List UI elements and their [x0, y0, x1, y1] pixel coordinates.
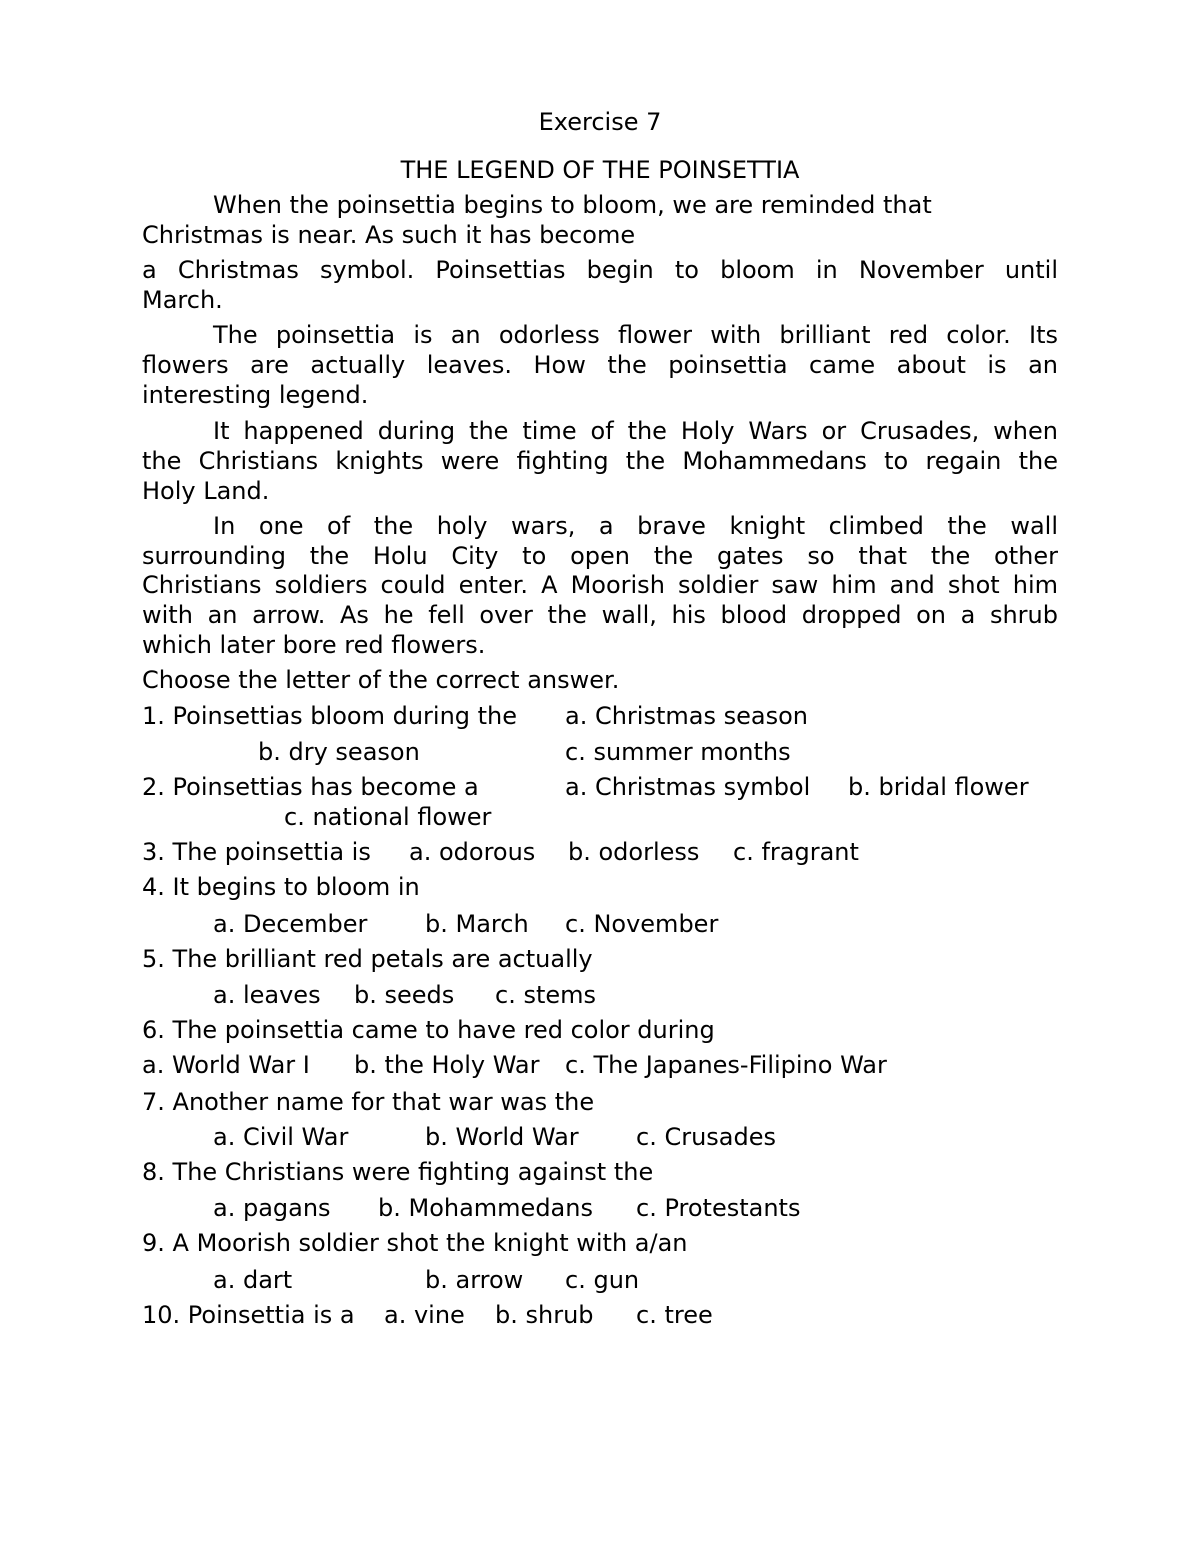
answer-choice: b. seeds [354, 981, 455, 1009]
answer-choice: a. Civil War [213, 1123, 349, 1151]
question-stem: 7. Another name for that war was the [142, 1088, 595, 1116]
question-stem: 9. A Moorish soldier shot the knight with a/an [142, 1229, 688, 1257]
question-stem: 4. It begins to bloom in [142, 873, 420, 901]
answer-choice: a. dart [213, 1266, 293, 1294]
answer-choice: b. dry season [258, 738, 420, 766]
answer-choice: c. Protestants [636, 1194, 801, 1222]
story-line: which later bore red flowers. [142, 631, 486, 659]
story-line: Christians soldiers could enter. A Moorish soldier saw him and shot him [142, 571, 1058, 599]
answer-choice: b. shrub [495, 1301, 594, 1329]
exercise-heading: Exercise 7 [538, 108, 662, 136]
answer-choice: a. odorous [409, 838, 536, 866]
question-stem: 5. The brilliant red petals are actually [142, 945, 593, 973]
answer-choice: c. Crusades [636, 1123, 777, 1151]
story-line: In one of the holy wars, a brave knight climbed the wall [213, 512, 1058, 540]
story-title: THE LEGEND OF THE POINSETTIA [400, 156, 800, 184]
answer-choice: b. arrow [425, 1266, 524, 1294]
answer-choice: a. pagans [213, 1194, 331, 1222]
story-line: flowers are actually leaves. How the poinsettia came about is an [142, 351, 1058, 379]
answer-choice: a. leaves [213, 981, 321, 1009]
story-line: surrounding the Holu City to open the gates so that the other [142, 542, 1058, 570]
answer-choice: c. summer months [565, 738, 791, 766]
answer-choice: b. Mohammedans [378, 1194, 593, 1222]
story-line: the Christians knights were fighting the Mohammedans to regain the [142, 447, 1058, 475]
question-stem: 2. Poinsettias has become a [142, 773, 479, 801]
answer-choice: c. stems [495, 981, 597, 1009]
story-line: a Christmas symbol. Poinsettias begin to bloom in November until [142, 256, 1058, 284]
instructions: Choose the letter of the correct answer. [142, 666, 620, 694]
story-line: When the poinsettia begins to bloom, we are reminded that [213, 191, 932, 219]
story-line: Holy Land. [142, 477, 270, 505]
answer-choice: c. fragrant [733, 838, 859, 866]
question-stem: 8. The Christians were fighting against the [142, 1158, 654, 1186]
story-line: with an arrow. As he fell over the wall, his blood dropped on a shrub [142, 601, 1058, 629]
answer-choice: c. gun [565, 1266, 640, 1294]
answer-choice: b. the Holy War [354, 1051, 540, 1079]
answer-choice: a. Christmas season [565, 702, 808, 730]
answer-choice: c. The Japanes-Filipino War [565, 1051, 887, 1079]
answer-choice: a. December [213, 910, 368, 938]
answer-choice: b. odorless [568, 838, 700, 866]
answer-choice: c. national flower [284, 803, 492, 831]
question-stem: 6. The poinsettia came to have red color during [142, 1016, 715, 1044]
answer-choice: a. Christmas symbol [565, 773, 811, 801]
answer-choice: a. World War I [142, 1051, 310, 1079]
answer-choice: b. bridal flower [848, 773, 1029, 801]
question-stem: 10. Poinsettia is a [142, 1301, 355, 1329]
answer-choice: c. tree [636, 1301, 713, 1329]
question-stem: 3. The poinsettia is [142, 838, 371, 866]
answer-choice: a. vine [384, 1301, 465, 1329]
story-line: March. [142, 286, 223, 314]
story-line: Christmas is near. As such it has become [142, 221, 636, 249]
story-line: interesting legend. [142, 381, 369, 409]
answer-choice: b. March [425, 910, 529, 938]
story-line: It happened during the time of the Holy Wars or Crusades, when [213, 417, 1058, 445]
question-stem: 1. Poinsettias bloom during the [142, 702, 518, 730]
answer-choice: b. World War [425, 1123, 579, 1151]
answer-choice: c. November [565, 910, 719, 938]
story-line: The poinsettia is an odorless flower with brilliant red color. Its [213, 321, 1058, 349]
